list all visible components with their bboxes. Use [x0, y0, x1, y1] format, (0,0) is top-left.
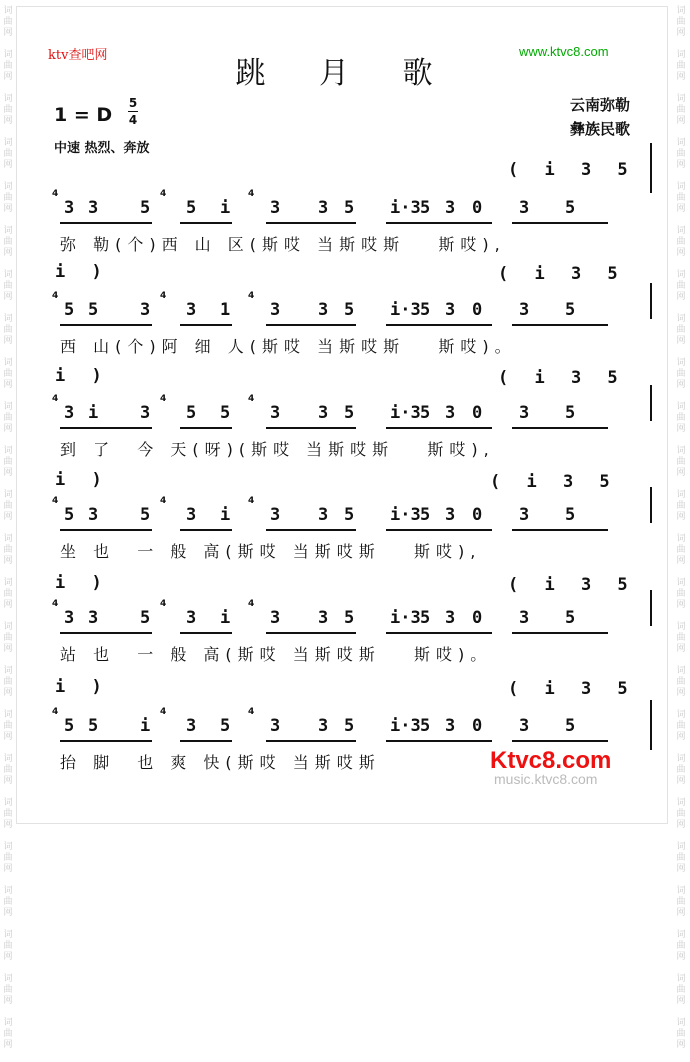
note: 3: [519, 505, 530, 525]
meter-change: 4: [160, 707, 167, 717]
beam-line: [60, 427, 152, 429]
note: 5: [140, 505, 151, 525]
note: 3: [318, 608, 329, 628]
meter-change: 4: [248, 291, 255, 301]
pickup-notes: i ): [55, 677, 110, 697]
note: 5: [565, 716, 576, 736]
note: 3: [186, 716, 197, 736]
beam-line: [266, 427, 356, 429]
pickup-notes: ( i 3 5: [508, 679, 636, 699]
key-signature: 1 = D: [54, 104, 113, 126]
beam-line: [180, 529, 232, 531]
note: 5: [565, 608, 576, 628]
meter-change: 4: [160, 599, 167, 609]
note: 3: [186, 608, 197, 628]
note: 5: [64, 716, 75, 736]
beam-line: [512, 222, 608, 224]
note: 5: [344, 300, 355, 320]
note: 0: [472, 300, 483, 320]
barline: [650, 283, 652, 319]
meter-change: 4: [248, 189, 255, 199]
note: 3: [445, 300, 456, 320]
beam-line: [60, 740, 152, 742]
lyrics-line: 站 也 一 般 高(斯哎 当斯哎斯 斯哎)。: [60, 645, 493, 664]
note: i: [140, 716, 151, 736]
beam-line: [180, 740, 232, 742]
note: i·3: [390, 198, 421, 218]
meter-change: 4: [248, 394, 255, 404]
side-watermark-right: 词 曲 网 词 曲 网 词 曲 网 词 曲 网 词 曲 网 词 曲 网 词 曲 网 词 曲 网 词 曲 网 词 曲 网 词 曲 网 词 曲 网 词 曲 网 词 曲 网 词 曲 网 词 曲 网 词 曲 网 词 曲 网 词 曲 网 词 曲 网 词 曲 网 词 曲 网 词 曲 网 词 曲 网: [676, 6, 686, 1050]
beam-line: [266, 740, 356, 742]
meter-change: 4: [52, 496, 59, 506]
beam-line: [512, 427, 608, 429]
barline: [650, 385, 652, 421]
note: 5: [565, 505, 576, 525]
song-title: 跳 月 歌: [235, 56, 455, 91]
note: 5: [420, 198, 431, 218]
time-sig-top: 5: [128, 96, 138, 110]
barline: [650, 700, 652, 750]
note: 3: [270, 403, 281, 423]
beam-line: [266, 222, 356, 224]
pickup-notes: i ): [55, 470, 110, 490]
note: 0: [472, 716, 483, 736]
meter-change: 4: [52, 707, 59, 717]
beam-line: [180, 632, 232, 634]
note: 5: [565, 403, 576, 423]
beam-line: [60, 632, 152, 634]
note: 3: [140, 300, 151, 320]
note: 3: [270, 198, 281, 218]
note: 5: [344, 608, 355, 628]
beam-line: [266, 324, 356, 326]
meter-change: 4: [52, 599, 59, 609]
note: 5: [420, 716, 431, 736]
note: 3: [519, 198, 530, 218]
note: 5: [140, 608, 151, 628]
note: 3: [318, 198, 329, 218]
barline: [650, 143, 652, 193]
beam-line: [60, 529, 152, 531]
pickup-notes: i ): [55, 262, 110, 282]
beam-line: [386, 324, 492, 326]
note: i: [220, 608, 231, 628]
note: 3: [445, 403, 456, 423]
note: 3: [270, 716, 281, 736]
note: 5: [186, 403, 197, 423]
note: 3: [445, 608, 456, 628]
note: 5: [220, 403, 231, 423]
note: 1: [220, 300, 231, 320]
meter-change: 4: [160, 291, 167, 301]
note: 5: [420, 300, 431, 320]
note: 5: [88, 300, 99, 320]
beam-line: [512, 324, 608, 326]
meter-change: 4: [248, 707, 255, 717]
beam-line: [386, 222, 492, 224]
note: 3: [88, 505, 99, 525]
note: 5: [140, 198, 151, 218]
svg-text:Ktvc8.com: Ktvc8.com: [490, 747, 612, 774]
lyrics-line: 弥 勒(个)西 山 区(斯哎 当斯哎斯 斯哎),: [60, 235, 506, 254]
note: 5: [186, 198, 197, 218]
note: 3: [186, 300, 197, 320]
meter-change: 4: [160, 496, 167, 506]
note: 5: [420, 608, 431, 628]
note: 0: [472, 505, 483, 525]
source-region: 云南弥勒: [570, 96, 631, 114]
pickup-notes: ( i 3 5: [508, 160, 636, 180]
note: 5: [344, 403, 355, 423]
note: i: [220, 505, 231, 525]
meter-change: 4: [248, 496, 255, 506]
note: 3: [318, 505, 329, 525]
lyrics-line: 到 了 今 天(呀)(斯哎 当斯哎斯 斯哎),: [60, 440, 495, 459]
barline: [650, 590, 652, 626]
meter-change: 4: [52, 291, 59, 301]
beam-line: [386, 427, 492, 429]
pickup-notes: i ): [55, 573, 110, 593]
tempo-marking: 中速 热烈、奔放: [54, 141, 150, 156]
lyrics-line: 坐 也 一 般 高(斯哎 当斯哎斯 斯哎),: [60, 542, 482, 561]
note: 3: [318, 716, 329, 736]
note: i: [220, 198, 231, 218]
pickup-notes: ( i 3 5: [498, 264, 626, 284]
pickup-notes: ( i 3 5: [490, 472, 618, 492]
note: 5: [64, 505, 75, 525]
note: 5: [344, 716, 355, 736]
watermark-left: ktv查吧网: [48, 48, 108, 63]
note: i·3: [390, 300, 421, 320]
note: 3: [88, 608, 99, 628]
site-logo: [488, 738, 628, 786]
note: 5: [420, 403, 431, 423]
beam-line: [512, 529, 608, 531]
lyrics-line: 西 山(个)阿 细 人(斯哎 当斯哎斯 斯哎)。: [60, 337, 517, 356]
side-watermark-left: 词 曲 网 词 曲 网 词 曲 网 词 曲 网 词 曲 网 词 曲 网 词 曲 网 词 曲 网 词 曲 网 词 曲 网 词 曲 网 词 曲 网 词 曲 网 词 曲 网 词 曲 网 词 曲 网 词 曲 网 词 曲 网 词 曲 网 词 曲 网 词 曲 网 词 曲 网 词 曲 网 词 曲 网: [3, 6, 13, 1050]
note: 5: [344, 505, 355, 525]
note: i: [88, 403, 99, 423]
note: 3: [318, 300, 329, 320]
note: 3: [270, 608, 281, 628]
lyrics-line: 抬 脚 也 爽 快(斯哎 当斯哎斯: [60, 753, 381, 772]
note: 3: [88, 198, 99, 218]
beam-line: [180, 324, 232, 326]
note: i·3: [390, 716, 421, 736]
note: 5: [220, 716, 231, 736]
note: 3: [519, 716, 530, 736]
pickup-notes: ( i 3 5: [508, 575, 636, 595]
beam-line: [266, 529, 356, 531]
pickup-notes: i ): [55, 366, 110, 386]
note: 5: [344, 198, 355, 218]
note: 3: [140, 403, 151, 423]
pickup-notes: ( i 3 5: [498, 368, 626, 388]
beam-line: [60, 324, 152, 326]
beam-line: [386, 740, 492, 742]
note: 3: [519, 608, 530, 628]
time-signature: [128, 96, 138, 127]
note: 3: [64, 608, 75, 628]
note: 5: [88, 716, 99, 736]
svg-text:music.ktvc8.com: music.ktvc8.com: [494, 771, 598, 786]
note: 5: [64, 300, 75, 320]
note: i·3: [390, 608, 421, 628]
note: 5: [565, 198, 576, 218]
beam-line: [180, 222, 232, 224]
note: 3: [270, 505, 281, 525]
note: 0: [472, 608, 483, 628]
watermark-right: www.ktvc8.com: [519, 44, 609, 59]
beam-line: [266, 632, 356, 634]
note: i·3: [390, 505, 421, 525]
beam-line: [180, 427, 232, 429]
note: 3: [64, 403, 75, 423]
beam-line: [386, 529, 492, 531]
beam-line: [386, 632, 492, 634]
beam-line: [512, 632, 608, 634]
note: 5: [420, 505, 431, 525]
note: 0: [472, 198, 483, 218]
note: 3: [445, 716, 456, 736]
note: i·3: [390, 403, 421, 423]
note: 3: [519, 403, 530, 423]
meter-change: 4: [248, 599, 255, 609]
meter-change: 4: [52, 394, 59, 404]
time-sig-bottom: 4: [128, 113, 138, 127]
note: 3: [186, 505, 197, 525]
note: 3: [64, 198, 75, 218]
note: 3: [270, 300, 281, 320]
source-genre: 彝族民歌: [570, 120, 631, 138]
beam-line: [60, 222, 152, 224]
note: 3: [318, 403, 329, 423]
meter-change: 4: [52, 189, 59, 199]
meter-change: 4: [160, 394, 167, 404]
meter-change: 4: [160, 189, 167, 199]
note: 3: [445, 505, 456, 525]
note: 3: [445, 198, 456, 218]
note: 3: [519, 300, 530, 320]
note: 5: [565, 300, 576, 320]
barline: [650, 487, 652, 523]
note: 0: [472, 403, 483, 423]
